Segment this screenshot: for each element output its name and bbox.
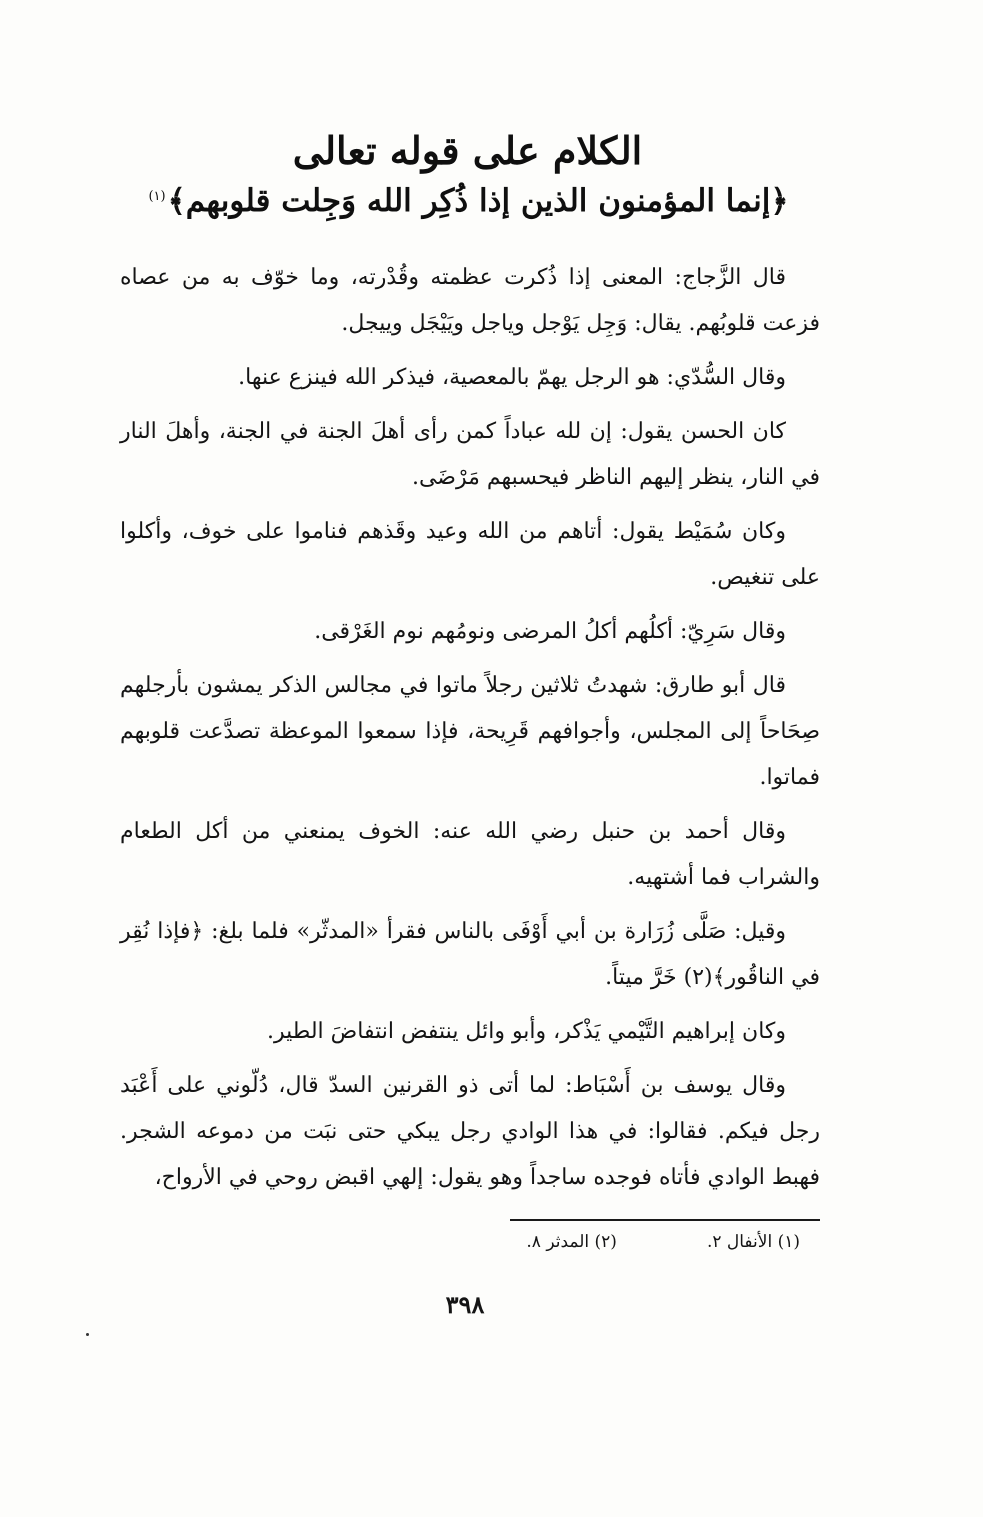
quranic-verse-heading bbox=[100, 183, 835, 219]
paragraph: وقال يوسف بن أَسْبَاط: لما أتى ذو القرنين السدّ قال، دُلّوني على أَعْبَد رجل فيكم. فقالوا: في هذا الوادي رجل يبكي حتى نبَت من دموعه الشجر. فهبط الوادي فأتاه فوجده ساجداً وهو يقول: إلهي اقبض روحي في الأرواح، bbox=[120, 1073, 820, 1190]
paragraph: وقال أحمد بن حنبل رضي الله عنه: الخوف يمنعني من أكل الطعام والشراب فما أشتهيه. bbox=[120, 819, 820, 890]
scan-speck bbox=[86, 1333, 89, 1336]
paragraph: وقال سَرِيّ: أكلُهم أكلُ المرضى ونومُهم نوم الغَرْقى. bbox=[314, 619, 786, 644]
page-number: ٣٩٨ bbox=[445, 1290, 485, 1319]
paragraph: كان الحسن يقول: إن لله عباداً كمن رأى أهلَ الجنة في الجنة، وأهلَ النار في النار، ينظر إليهم الناظر فيحسبهم مَرْضَى. bbox=[120, 419, 820, 490]
verse-text: ﴿إنما المؤمنون الذين إذا ذُكِر الله وَجِلت قلوبهم﴾ bbox=[167, 183, 789, 219]
paragraph: قال أبو طارق: شهدتُ ثلاثين رجلاً ماتوا في مجالس الذكر يمشون بأرجلهم صِحَاحاً إلى المجلس، وأجوافهم قَرِيحة، فإذا سمعوا الموعظة تصدَّعت قلوبهم فماتوا. bbox=[120, 673, 821, 790]
paragraph: قال الزَّجاج: المعنى إذا ذُكرت عظمته وقُدْرته، وما خوّف به من عصاه فزعت قلوبُهم. يقال: وَجِل يَوْجل وياجل ويَيْجَل وييجل. bbox=[120, 265, 820, 336]
footnote-marker: (١) bbox=[148, 188, 166, 204]
paragraph: وقال السُّدّي: هو الرجل يهمّ بالمعصية، فيذكر الله فينزع عنها. bbox=[238, 365, 786, 390]
paragraph: وقيل: صَلَّى زُرَارة بن أبي أَوْفَى بالناس فقرأ «المدثّر» فلما بلغ: ﴿فإذا نُقِر في الناقُور﴾(٢) خَرَّ ميتاً. bbox=[120, 919, 820, 990]
body-text bbox=[120, 255, 820, 1209]
page-title: الكلام على قوله تعالى bbox=[292, 128, 643, 173]
footnote-1: (١) الأنفال ٢. bbox=[706, 1232, 800, 1252]
footnote-2: (٢) المدثر ٨. bbox=[526, 1232, 617, 1252]
paragraph: وكان إبراهيم التَّيْمي يَذْكر، وأبو وائل ينتفض انتفاضَ الطير. bbox=[267, 1019, 786, 1044]
footnotes bbox=[300, 1232, 800, 1252]
footnote-divider bbox=[510, 1219, 820, 1221]
paragraph: وكان سُمَيْط يقول: أتاهم من الله وعيد وقَذهم فناموا على خوف، وأكلوا على تنغيص. bbox=[120, 519, 820, 590]
